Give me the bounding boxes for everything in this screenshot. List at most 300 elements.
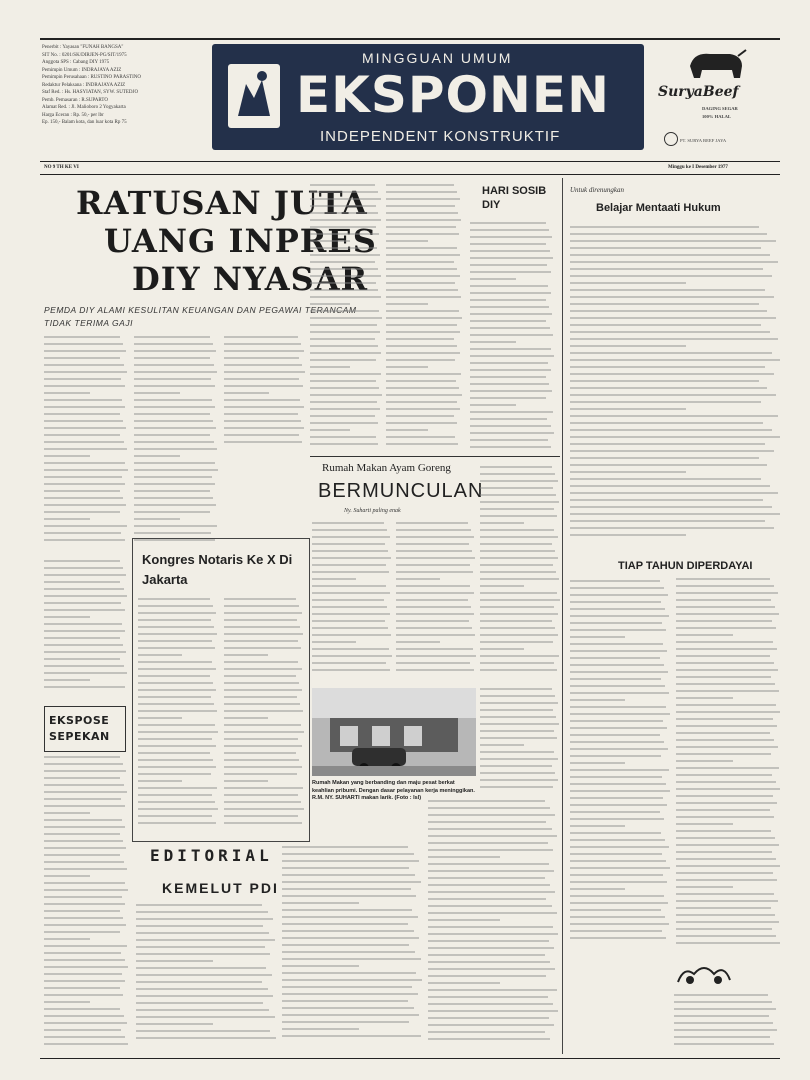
text-line xyxy=(44,847,126,849)
text-line xyxy=(480,480,558,482)
text-line xyxy=(312,557,391,559)
text-line xyxy=(44,945,127,947)
text-line xyxy=(310,198,381,200)
text-line xyxy=(676,935,776,937)
text-line xyxy=(312,529,387,531)
masthead xyxy=(212,44,644,150)
text-line xyxy=(428,1038,550,1040)
text-line xyxy=(44,455,90,457)
text-line xyxy=(310,289,378,291)
tiap-tahun-body-col-1 xyxy=(570,580,670,950)
text-line xyxy=(44,917,123,919)
text-line xyxy=(480,585,524,587)
text-line xyxy=(676,830,771,832)
text-line xyxy=(44,350,126,352)
text-line xyxy=(676,599,771,601)
text-line xyxy=(480,543,552,545)
text-line xyxy=(44,805,125,807)
text-line xyxy=(310,331,380,333)
text-line xyxy=(134,357,210,359)
text-line xyxy=(396,599,468,601)
text-line xyxy=(44,560,120,562)
text-line xyxy=(396,557,475,559)
text-line xyxy=(44,938,90,940)
text-line xyxy=(396,564,470,566)
text-line xyxy=(570,622,662,624)
text-line xyxy=(138,710,217,712)
text-line xyxy=(310,205,376,207)
text-line xyxy=(570,762,625,764)
text-line xyxy=(44,679,90,681)
restaurant-headline-1: Rumah Makan Ayam Goreng xyxy=(322,462,451,474)
text-line xyxy=(480,716,556,718)
text-line xyxy=(386,205,455,207)
text-line xyxy=(44,602,121,604)
text-line xyxy=(312,627,388,629)
text-line xyxy=(676,739,774,741)
text-line xyxy=(310,443,378,445)
text-line xyxy=(138,808,218,810)
lead-body-col-5 xyxy=(386,184,462,454)
text-line xyxy=(224,612,302,614)
text-line xyxy=(470,348,551,350)
text-line xyxy=(310,415,375,417)
masthead-title: EKSPONEN xyxy=(296,66,610,124)
text-line xyxy=(136,1030,270,1032)
text-line xyxy=(224,717,268,719)
text-line xyxy=(224,689,302,691)
text-line xyxy=(570,331,770,333)
text-line xyxy=(470,397,546,399)
text-line xyxy=(44,483,125,485)
text-line xyxy=(676,900,778,902)
text-line xyxy=(138,801,215,803)
text-line xyxy=(570,261,778,263)
text-line xyxy=(44,434,120,436)
text-line xyxy=(134,441,214,443)
text-line xyxy=(480,494,556,496)
text-line xyxy=(676,592,778,594)
text-line xyxy=(570,422,763,424)
text-line xyxy=(310,296,381,298)
text-line xyxy=(570,853,662,855)
text-line xyxy=(396,585,470,587)
text-line xyxy=(676,669,778,671)
text-line xyxy=(224,661,298,663)
text-line xyxy=(44,931,120,933)
text-line xyxy=(470,341,516,343)
text-line xyxy=(224,808,304,810)
text-line xyxy=(480,508,554,510)
text-line xyxy=(570,408,686,410)
text-line xyxy=(310,261,375,263)
text-line xyxy=(44,903,125,905)
text-line xyxy=(570,324,761,326)
text-line xyxy=(676,648,777,650)
text-line xyxy=(310,366,350,368)
text-line xyxy=(570,387,767,389)
text-line xyxy=(44,399,122,401)
text-line xyxy=(44,462,125,464)
text-line xyxy=(676,620,772,622)
text-line xyxy=(44,798,121,800)
text-line xyxy=(674,994,768,996)
tiap-tahun-body-col-2 xyxy=(676,578,780,950)
text-line xyxy=(470,320,546,322)
text-line xyxy=(428,1024,554,1026)
text-line xyxy=(676,634,733,636)
text-line xyxy=(44,651,126,653)
text-line xyxy=(224,343,301,345)
text-line xyxy=(224,378,299,380)
issue-number: NO 9 TH KE VI xyxy=(44,165,79,170)
text-line xyxy=(386,317,462,319)
text-line xyxy=(676,697,733,699)
text-line xyxy=(570,629,666,631)
restaurant-body-col-4 xyxy=(480,688,560,794)
text-line xyxy=(396,522,468,524)
text-line xyxy=(224,399,300,401)
text-line xyxy=(224,731,304,733)
text-line xyxy=(396,634,475,636)
text-line xyxy=(312,634,391,636)
text-line xyxy=(570,580,660,582)
text-line xyxy=(676,893,774,895)
text-line xyxy=(44,1022,127,1024)
text-line xyxy=(386,401,457,403)
text-line xyxy=(470,432,554,434)
text-line xyxy=(44,371,127,373)
text-line xyxy=(138,647,215,649)
text-line xyxy=(44,973,122,975)
text-line xyxy=(396,571,473,573)
text-line xyxy=(138,675,210,677)
text-line xyxy=(138,598,210,600)
text-line xyxy=(310,268,378,270)
text-line xyxy=(44,518,90,520)
text-line xyxy=(44,497,123,499)
text-line xyxy=(570,443,765,445)
text-line xyxy=(480,487,553,489)
text-line xyxy=(570,636,625,638)
text-line xyxy=(310,394,382,396)
text-line xyxy=(480,737,557,739)
text-line xyxy=(282,965,359,967)
tiap-tahun-headline: TIAP TAHUN DIPERDAYAI xyxy=(618,560,753,572)
top-border xyxy=(40,38,780,40)
text-line xyxy=(386,422,457,424)
text-line xyxy=(310,408,380,410)
text-line xyxy=(386,184,454,186)
text-line xyxy=(570,317,776,319)
text-line xyxy=(570,240,776,242)
text-line xyxy=(676,844,779,846)
text-line xyxy=(570,527,774,529)
text-line xyxy=(44,959,125,961)
ad-box xyxy=(654,44,780,150)
text-line xyxy=(676,851,772,853)
text-line xyxy=(134,378,211,380)
text-line xyxy=(428,940,549,942)
text-line xyxy=(676,655,770,657)
text-line xyxy=(676,578,770,580)
text-line xyxy=(138,654,182,656)
text-line xyxy=(44,616,90,618)
text-line xyxy=(470,264,547,266)
text-line xyxy=(224,392,269,394)
text-line xyxy=(386,359,455,361)
text-line xyxy=(282,1035,421,1037)
text-line xyxy=(570,902,668,904)
text-line xyxy=(386,387,459,389)
text-line xyxy=(428,863,549,865)
text-line xyxy=(570,478,761,480)
restaurant-photo-image xyxy=(312,688,476,776)
text-line xyxy=(310,429,350,431)
text-line xyxy=(224,647,301,649)
text-line xyxy=(428,1031,545,1033)
text-line xyxy=(428,1010,558,1012)
text-line xyxy=(570,825,625,827)
text-line xyxy=(470,383,549,385)
text-line xyxy=(136,1016,275,1018)
text-line xyxy=(312,564,386,566)
text-line xyxy=(428,856,500,858)
text-line xyxy=(224,724,301,726)
text-line xyxy=(44,854,120,856)
text-line xyxy=(136,918,273,920)
text-line xyxy=(312,522,384,524)
text-line xyxy=(310,387,379,389)
text-line xyxy=(570,608,665,610)
text-line xyxy=(44,812,90,814)
text-line xyxy=(676,662,774,664)
text-line xyxy=(134,532,211,534)
text-line xyxy=(224,336,298,338)
text-line xyxy=(224,434,299,436)
text-line xyxy=(428,821,546,823)
text-line xyxy=(676,760,733,762)
text-line xyxy=(396,578,440,580)
ad-line-3: PT. SURYA BEEF JAYA xyxy=(680,138,727,143)
text-line xyxy=(44,539,125,541)
text-line xyxy=(386,296,461,298)
text-line xyxy=(310,219,381,221)
text-line xyxy=(224,626,300,628)
text-line xyxy=(480,688,552,690)
masthead-subtitle: INDEPENDENT KONSTRUKTIF xyxy=(320,128,561,145)
text-line xyxy=(224,364,302,366)
text-line xyxy=(224,682,299,684)
text-line xyxy=(134,497,213,499)
text-line xyxy=(470,229,549,231)
text-line xyxy=(44,336,120,338)
text-line xyxy=(282,972,416,974)
text-line xyxy=(396,641,440,643)
text-line xyxy=(134,406,215,408)
text-line xyxy=(570,888,625,890)
text-line xyxy=(44,756,120,758)
text-line xyxy=(224,787,303,789)
publisher-line: Staf Red. : Hs. HASYIATAN, SYW. SUTEDJO xyxy=(42,90,139,95)
text-line xyxy=(676,872,773,874)
text-line xyxy=(470,404,516,406)
hukum-kicker: Untuk direnungkan xyxy=(570,186,624,194)
text-line xyxy=(310,226,376,228)
text-line xyxy=(134,483,215,485)
text-line xyxy=(570,359,780,361)
editorial-body-col-2 xyxy=(282,846,422,1046)
text-line xyxy=(310,282,376,284)
text-line xyxy=(470,243,546,245)
text-line xyxy=(676,809,770,811)
text-line xyxy=(676,627,776,629)
publisher-line: Pemimpin Perusahaan : RUSTINO PARASTINO xyxy=(42,75,141,80)
text-line xyxy=(470,362,548,364)
text-line xyxy=(470,439,548,441)
text-line xyxy=(470,285,548,287)
text-line xyxy=(396,543,469,545)
text-line xyxy=(224,675,296,677)
text-line xyxy=(570,650,667,652)
text-line xyxy=(570,867,670,869)
text-line xyxy=(570,755,661,757)
text-line xyxy=(136,946,265,948)
text-line xyxy=(138,640,212,642)
text-line xyxy=(570,289,765,291)
text-line xyxy=(480,606,554,608)
text-line xyxy=(310,373,381,375)
text-line xyxy=(570,748,668,750)
text-line xyxy=(224,350,304,352)
issue-date: Minggu ke I Desember 1977 xyxy=(668,165,728,170)
text-line xyxy=(224,752,296,754)
text-line xyxy=(44,427,126,429)
text-line xyxy=(136,911,268,913)
text-line xyxy=(676,865,780,867)
text-line xyxy=(428,989,557,991)
text-line xyxy=(386,429,428,431)
text-line xyxy=(480,709,553,711)
text-line xyxy=(44,623,122,625)
hukum-body xyxy=(570,226,780,544)
text-line xyxy=(138,626,214,628)
sosib-body xyxy=(470,222,554,454)
text-line xyxy=(138,696,211,698)
text-line xyxy=(396,529,471,531)
text-line xyxy=(282,923,408,925)
text-line xyxy=(44,994,123,996)
text-line xyxy=(676,725,777,727)
text-line xyxy=(570,534,686,536)
text-line xyxy=(570,450,774,452)
ad-seal-icon xyxy=(664,132,678,146)
ekspose-body xyxy=(44,756,128,1054)
publisher-line: Alamat Red. : Jl. Malioboro 2 Yogyakarta xyxy=(42,105,126,110)
text-line xyxy=(470,411,553,413)
text-line xyxy=(386,198,460,200)
text-line xyxy=(312,536,390,538)
text-line xyxy=(44,840,123,842)
text-line xyxy=(676,816,774,818)
text-line xyxy=(134,427,216,429)
text-line xyxy=(310,324,377,326)
text-line xyxy=(44,672,127,674)
text-line xyxy=(386,268,457,270)
text-line xyxy=(44,882,125,884)
text-line xyxy=(134,490,210,492)
text-line xyxy=(570,233,767,235)
text-line xyxy=(570,615,669,617)
text-line xyxy=(676,690,779,692)
text-line xyxy=(386,254,460,256)
text-line xyxy=(570,769,669,771)
text-line xyxy=(396,613,474,615)
text-line xyxy=(44,630,125,632)
text-line xyxy=(310,380,376,382)
text-line xyxy=(310,254,380,256)
text-line xyxy=(428,1017,549,1019)
text-line xyxy=(570,513,780,515)
text-line xyxy=(44,343,123,345)
publisher-line: Anggota SPS : Cabang DIY 1975 xyxy=(42,60,110,65)
text-line xyxy=(676,613,779,615)
lead-body-col-1 xyxy=(44,336,128,550)
text-line xyxy=(282,1021,409,1023)
text-line xyxy=(676,788,780,790)
text-line xyxy=(470,376,546,378)
restaurant-byline: Ny. Suharti paling enak xyxy=(344,508,401,514)
lead-subhead: PEMDA DIY ALAMI KESULITAN KEUANGAN DAN PEGAWAI TERANCAM TIDAK TERIMA GAJI xyxy=(44,305,357,328)
text-line xyxy=(44,1001,90,1003)
text-line xyxy=(134,343,213,345)
text-line xyxy=(282,881,421,883)
text-line xyxy=(428,982,500,984)
restaurant-body-col-1 xyxy=(312,522,392,682)
text-line xyxy=(428,835,557,837)
text-line xyxy=(676,718,773,720)
text-line xyxy=(224,815,298,817)
text-line xyxy=(570,937,666,939)
text-line xyxy=(44,441,124,443)
text-line xyxy=(570,678,661,680)
text-line xyxy=(470,257,553,259)
text-line xyxy=(570,790,670,792)
text-line xyxy=(570,776,662,778)
text-line xyxy=(570,860,666,862)
text-line xyxy=(44,378,121,380)
text-line xyxy=(310,247,377,249)
notaris-headline: Kongres Notaris Ke X Di Jakarta xyxy=(142,552,293,587)
text-line xyxy=(470,236,552,238)
text-line xyxy=(676,774,772,776)
text-line xyxy=(480,648,524,650)
text-line xyxy=(386,212,458,214)
text-line xyxy=(224,759,299,761)
editorial-label: EDITORIAL xyxy=(150,846,273,865)
text-line xyxy=(676,704,776,706)
text-line xyxy=(282,895,416,897)
text-line xyxy=(428,898,546,900)
cartoon-image xyxy=(674,960,734,988)
text-line xyxy=(386,345,457,347)
text-line xyxy=(480,786,553,788)
text-line xyxy=(136,967,266,969)
notaris-body-col-2 xyxy=(224,598,304,834)
text-line xyxy=(674,1001,772,1003)
text-line xyxy=(136,904,262,906)
text-line xyxy=(138,738,212,740)
